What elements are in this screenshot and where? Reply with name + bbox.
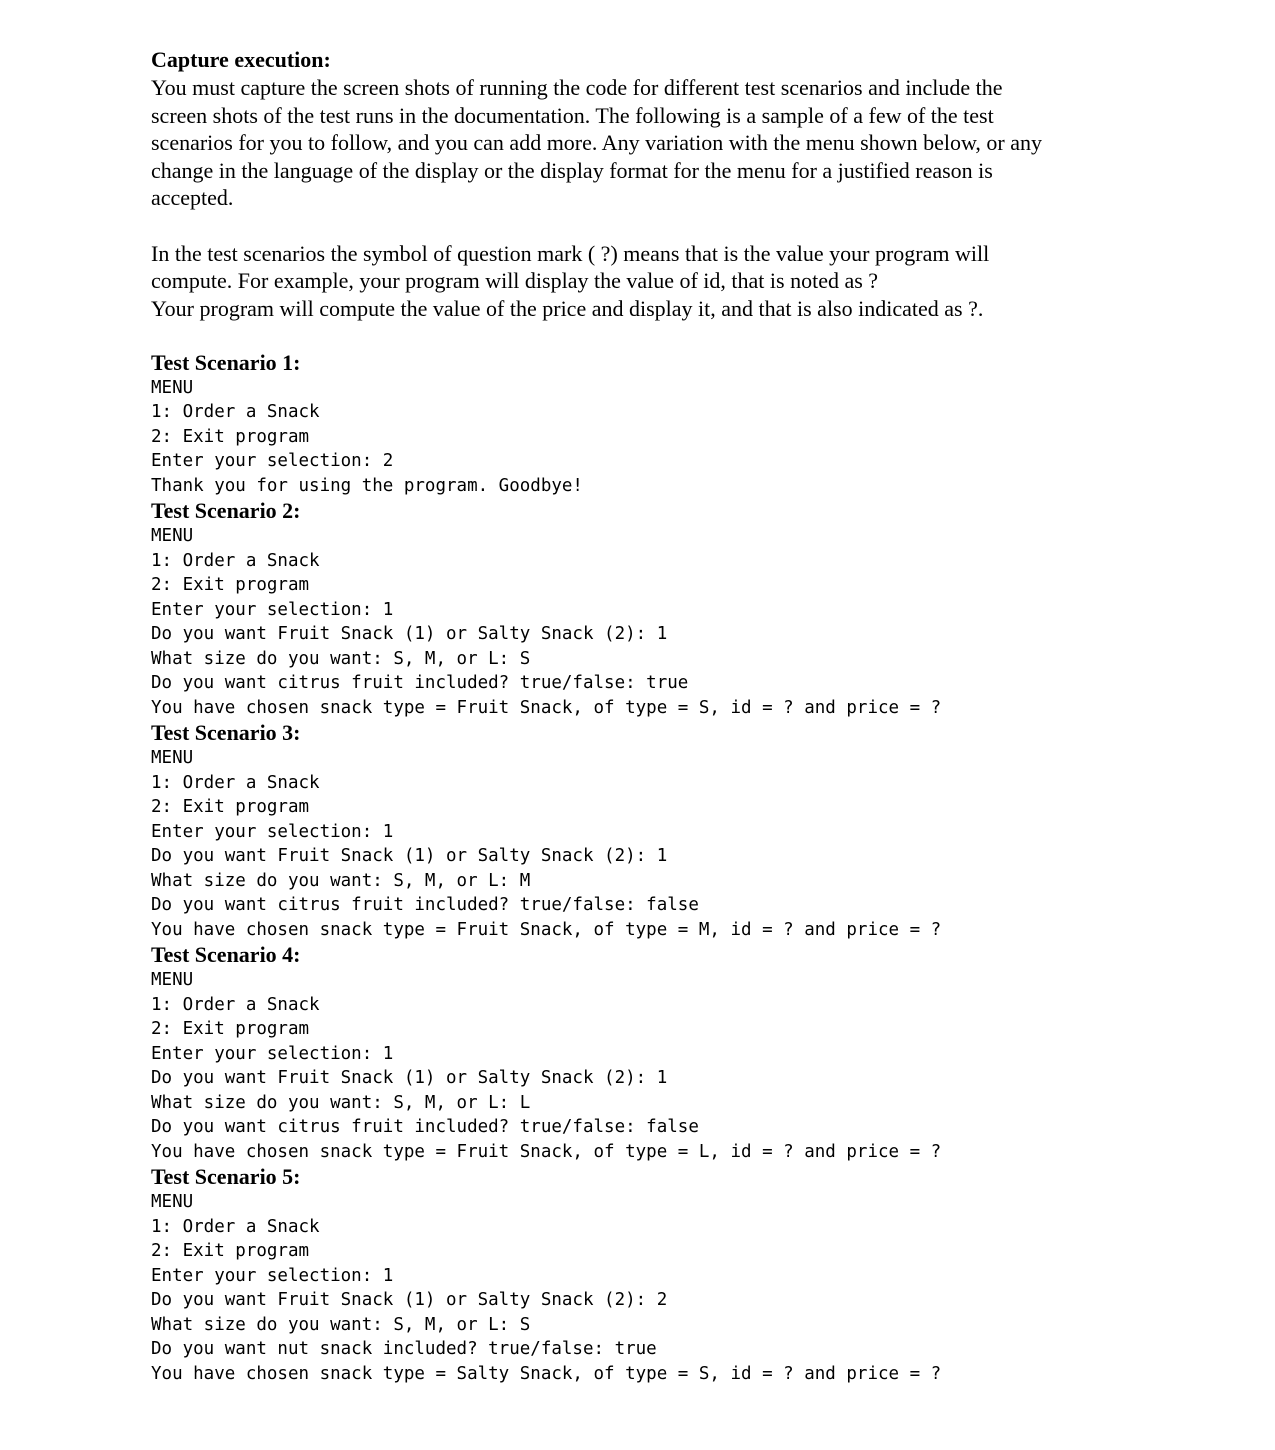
console-line: You have chosen snack type = Salty Snack, of type = S, id = ? and price = ? <box>151 1363 942 1384</box>
note-line: compute. For example, your program will display the value of id, that is noted as ? <box>151 268 879 294</box>
console-line: 2: Exit program <box>151 1241 310 1262</box>
note-paragraph <box>151 240 1151 323</box>
console-output <box>151 524 1151 720</box>
scenario-title: Test Scenario 5: <box>151 1164 301 1190</box>
console-line: 1: Order a Snack <box>151 550 320 571</box>
console-line: Enter your selection: 1 <box>151 1043 394 1064</box>
document-page <box>151 46 1151 1386</box>
test-scenario-1 <box>151 350 1151 499</box>
console-line: Do you want citrus fruit included? true/false: false <box>151 1117 699 1138</box>
test-scenario-2 <box>151 498 1151 720</box>
console-line: MENU <box>151 970 194 991</box>
intro-line: screen shots of the test runs in the documentation. The following is a sample of a few of the test <box>151 102 994 128</box>
intro-paragraph <box>151 74 1151 212</box>
console-line: Do you want citrus fruit included? true/false: true <box>151 673 689 694</box>
console-line: Do you want citrus fruit included? true/false: false <box>151 895 699 916</box>
console-line: 2: Exit program <box>151 575 310 596</box>
console-line: Enter your selection: 1 <box>151 599 394 620</box>
console-line: Do you want Fruit Snack (1) or Salty Snack (2): 1 <box>151 624 668 645</box>
note-line: Your program will compute the value of the price and display it, and that is also indicated as ?. <box>151 295 984 321</box>
console-line: 2: Exit program <box>151 426 310 447</box>
console-output <box>151 746 1151 942</box>
console-line: 1: Order a Snack <box>151 994 320 1015</box>
console-line: MENU <box>151 1192 194 1213</box>
scenario-title: Test Scenario 4: <box>151 942 301 968</box>
console-line: 1: Order a Snack <box>151 1216 320 1237</box>
test-scenario-4 <box>151 942 1151 1164</box>
scenario-title: Test Scenario 1: <box>151 349 301 375</box>
scenario-title: Test Scenario 2: <box>151 498 301 524</box>
console-output <box>151 968 1151 1164</box>
test-scenario-3 <box>151 720 1151 942</box>
console-line: Do you want nut snack included? true/false: true <box>151 1339 657 1360</box>
console-line: You have chosen snack type = Fruit Snack, of type = M, id = ? and price = ? <box>151 919 942 940</box>
note-line: In the test scenarios the symbol of question mark ( ?) means that is the value your program will <box>151 240 990 266</box>
console-line: What size do you want: S, M, or L: S <box>151 648 531 669</box>
console-line: 2: Exit program <box>151 1019 310 1040</box>
console-line: You have chosen snack type = Fruit Snack, of type = S, id = ? and price = ? <box>151 697 942 718</box>
console-line: What size do you want: S, M, or L: S <box>151 1314 531 1335</box>
console-line: MENU <box>151 377 194 398</box>
console-line: Enter your selection: 1 <box>151 821 394 842</box>
console-line: Thank you for using the program. Goodbye! <box>151 475 583 496</box>
section-heading: Capture execution: <box>151 47 331 72</box>
test-scenario-5 <box>151 1164 1151 1386</box>
test-scenarios <box>151 350 1151 1387</box>
intro-line: You must capture the screen shots of running the code for different test scenarios and include the <box>151 75 1003 100</box>
console-line: Enter your selection: 1 <box>151 1265 394 1286</box>
scenario-title: Test Scenario 3: <box>151 720 301 746</box>
console-line: What size do you want: S, M, or L: L <box>151 1092 531 1113</box>
console-line: Do you want Fruit Snack (1) or Salty Snack (2): 2 <box>151 1290 668 1311</box>
console-line: Enter your selection: 2 <box>151 451 394 472</box>
console-line: 1: Order a Snack <box>151 772 320 793</box>
console-line: Do you want Fruit Snack (1) or Salty Snack (2): 1 <box>151 846 668 867</box>
console-output <box>151 1190 1151 1386</box>
intro-line: change in the language of the display or the display format for the menu for a justified reason is <box>151 157 993 183</box>
intro-line: accepted. <box>151 185 234 211</box>
intro-line: scenarios for you to follow, and you can add more. Any variation with the menu shown below, or any <box>151 130 1042 156</box>
paragraph-spacer <box>151 212 1151 240</box>
console-line: Do you want Fruit Snack (1) or Salty Snack (2): 1 <box>151 1068 668 1089</box>
console-line: What size do you want: S, M, or L: M <box>151 870 531 891</box>
console-line: 2: Exit program <box>151 797 310 818</box>
console-line: MENU <box>151 748 194 769</box>
console-line: You have chosen snack type = Fruit Snack, of type = L, id = ? and price = ? <box>151 1141 942 1162</box>
console-line: MENU <box>151 526 194 547</box>
console-output <box>151 376 1151 499</box>
paragraph-spacer <box>151 322 1151 350</box>
console-line: 1: Order a Snack <box>151 402 320 423</box>
